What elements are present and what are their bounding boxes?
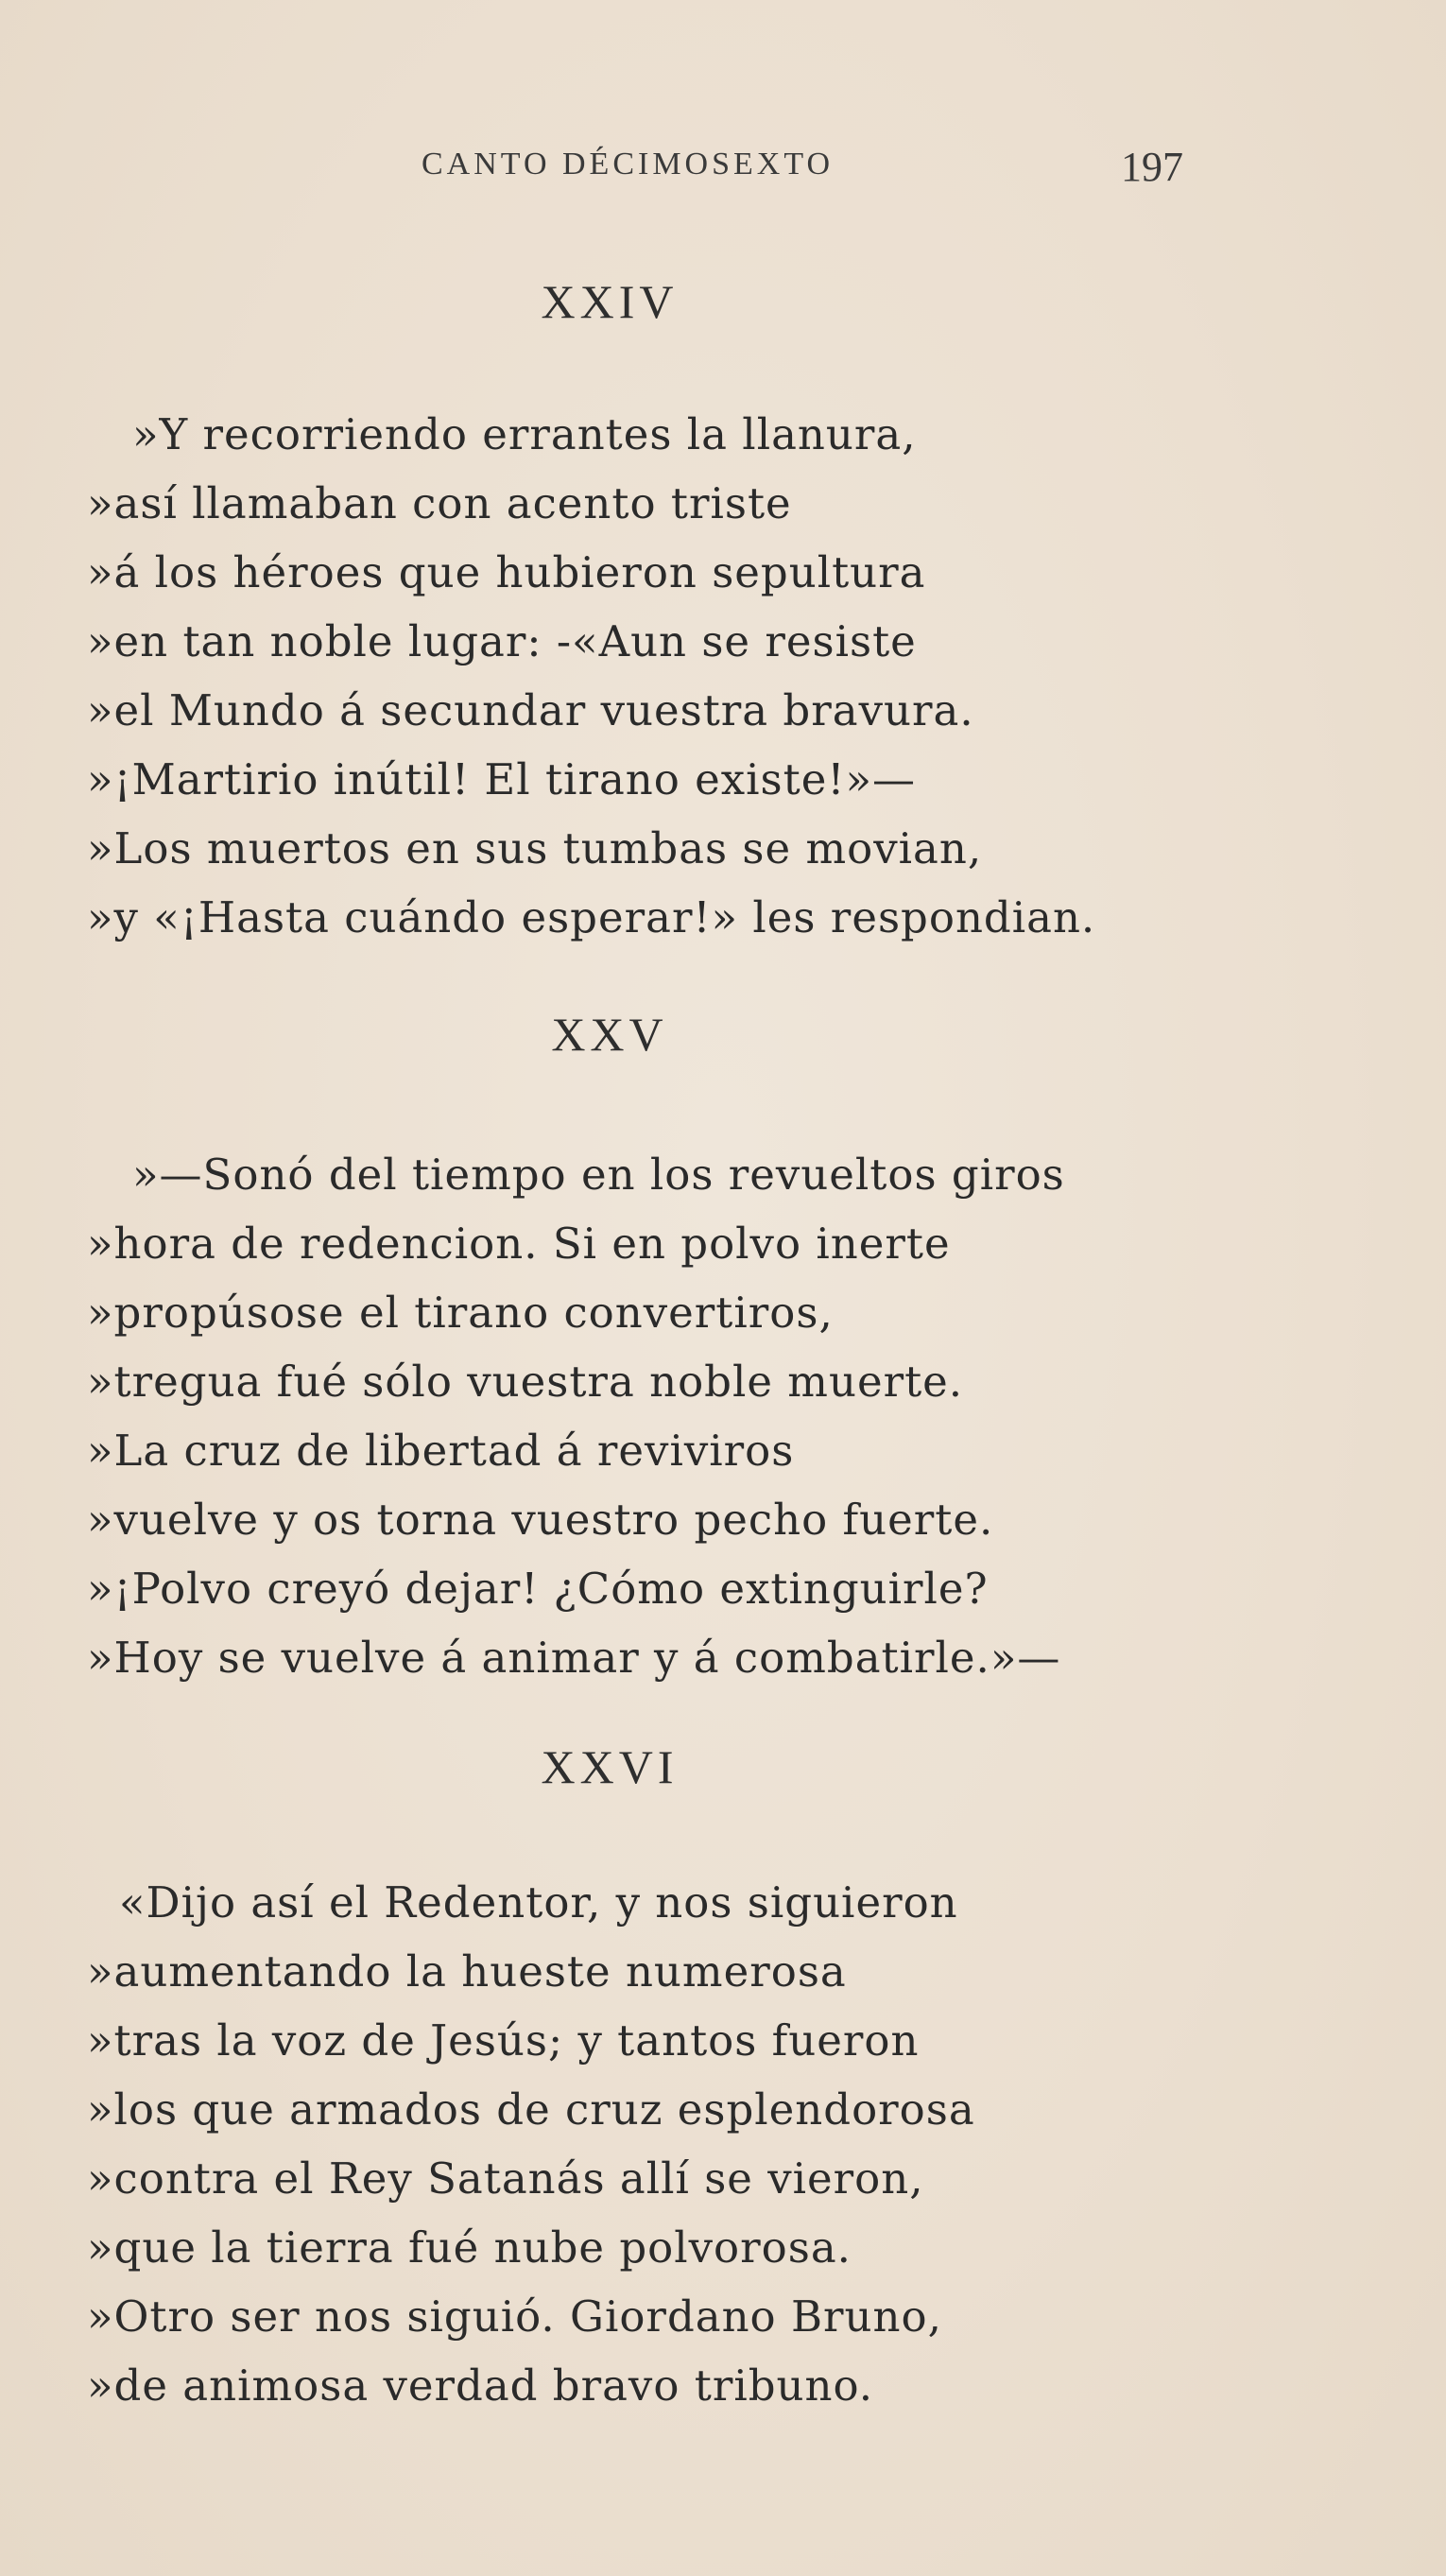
verse-line: »hora de redencion. Si en polvo inerte — [87, 1219, 951, 1269]
verse-line: »Hoy se vuelve á animar y á combatirle.»— — [87, 1633, 1061, 1683]
verse-line: »Los muertos en sus tumbas se movian, — [87, 823, 983, 873]
verse-line: »los que armados de cruz esplendorosa — [87, 2084, 975, 2135]
stanza-xxiv — [87, 400, 1127, 952]
running-title: CANTO DÉCIMOSEXTO — [422, 147, 835, 182]
verse-line: »Y recorriendo errantes la llanura, — [132, 409, 917, 459]
verse-line: »¡Martirio inútil! El tirano existe!»— — [87, 754, 916, 804]
verse-line: »vuelve y os torna vuestro pecho fuerte. — [87, 1495, 994, 1545]
verse-line: »contra el Rey Satanás allí se vieron, — [87, 2153, 924, 2204]
verse-line: »—Sonó del tiempo en los revueltos giros — [132, 1150, 1065, 1200]
verse-line: »Otro ser nos siguió. Giordano Bruno, — [87, 2291, 942, 2342]
verse-line: »el Mundo á secundar vuestra bravura. — [87, 685, 974, 735]
verse-line: »así llamaban con acento triste — [87, 478, 792, 528]
verse-line: »propúsose el tirano convertiros, — [87, 1288, 834, 1338]
stanza-xxvi — [87, 1868, 1127, 2420]
verse-line: »que la tierra fué nube polvorosa. — [87, 2222, 852, 2273]
verse-line: »á los héroes que hubieron sepultura — [87, 547, 926, 597]
stanza-number-xxv: XXV — [551, 1008, 668, 1061]
verse-line: »de animosa verdad bravo tribuno. — [87, 2360, 874, 2411]
stanza-xxv — [87, 1140, 1127, 1692]
stanza-number-xxiv: XXIV — [541, 275, 679, 328]
verse-line: »y «¡Hasta cuándo esperar!» les respondian. — [87, 892, 1096, 942]
verse-line: »¡Polvo creyó dejar! ¿Cómo extinguirle? — [87, 1564, 989, 1614]
verse-line: «Dijo así el Redentor, y nos siguieron — [119, 1877, 958, 1928]
page-number: 197 — [1121, 144, 1183, 190]
verse-line: »tras la voz de Jesús; y tantos fueron — [87, 2015, 920, 2066]
verse-line: »La cruz de libertad á reviviros — [87, 1426, 795, 1476]
verse-line: »en tan noble lugar: -«Aun se resiste — [87, 616, 917, 666]
verse-line: »aumentando la hueste numerosa — [87, 1946, 847, 1997]
page-header — [0, 144, 1446, 194]
stanza-number-xxvi: XXVI — [541, 1740, 679, 1793]
verse-line: »tregua fué sólo vuestra noble muerte. — [87, 1357, 964, 1407]
